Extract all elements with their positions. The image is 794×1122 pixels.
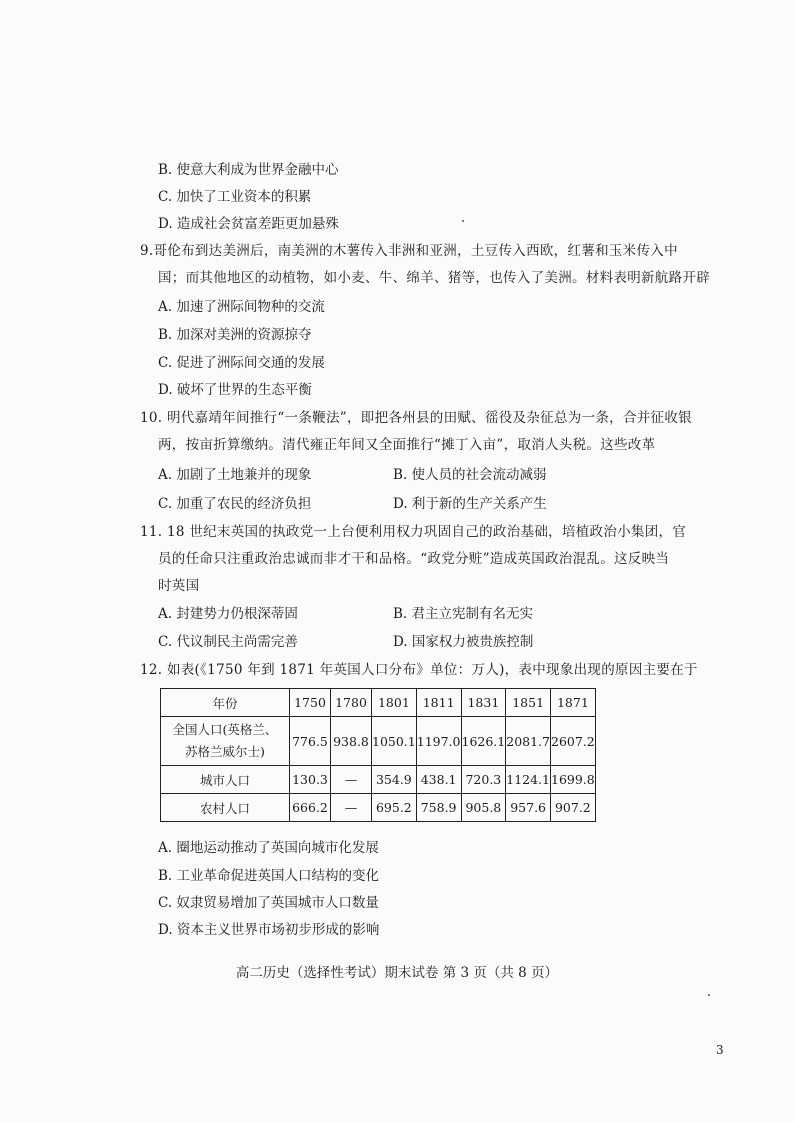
table-header-cell: 1851 <box>506 689 551 717</box>
q9-option-c: C. 促进了洲际间交通的发展 <box>158 355 325 371</box>
table-header-cell: 1801 <box>372 689 417 717</box>
table-row <box>161 717 596 766</box>
table-header-cell: 年份 <box>161 689 290 717</box>
q9-option-d: D. 破坏了世界的生态平衡 <box>158 382 312 398</box>
q11-stem-line1: 11. 18 世纪末英国的执政党一上台便利用权力巩固自己的政治基础，培植政治小集团，官 <box>140 524 687 540</box>
table-cell: 957.6 <box>506 794 551 822</box>
table-cell: 905.8 <box>461 794 506 822</box>
table-row <box>161 766 596 794</box>
table-cell: 776.5 <box>290 717 331 766</box>
q10-option-d: D. 利于新的生产关系产生 <box>393 496 547 512</box>
q8-option-d: D. 造成社会贫富差距更加悬殊 <box>158 216 339 232</box>
table-header-cell: 1750 <box>290 689 331 717</box>
q10-option-c: C. 加重了农民的经济负担 <box>158 496 312 512</box>
row-label-total <box>161 717 290 766</box>
q9-option-b: B. 加深对美洲的资源掠夺 <box>158 327 312 343</box>
q11-option-c: C. 代议制民主尚需完善 <box>158 634 298 650</box>
q8-option-b: B. 使意大利成为世界金融中心 <box>158 162 339 178</box>
table-cell: 2081.7 <box>506 717 551 766</box>
table-cell: 907.2 <box>551 794 596 822</box>
q12-stem-line1: 12. 如表(《1750 年到 1871 年英国人口分布》单位：万人)，表中现象出现的原因主要在于 <box>140 662 698 678</box>
q11-stem-line2: 员的任命只注重政治忠诚而非才干和品格。“政党分赃”造成英国政治混乱。这反映当 <box>158 551 670 567</box>
row-label-urban: 城市人口 <box>161 766 290 794</box>
table-cell: 666.2 <box>290 794 331 822</box>
q10-stem-line2: 两，按亩折算缴纳。清代雍正年间又全面推行“摊丁入亩”，取消人头税。这些改革 <box>158 437 656 453</box>
q12-option-a: A. 圈地运动推动了英国向城市化发展 <box>158 840 379 856</box>
page-footer: 高二历史（选择性考试）期末试卷 第 3 页（共 8 页） <box>235 965 559 981</box>
q9-stem-line1: 9.哥伦布到达美洲后，南美洲的木薯传入非洲和亚洲，土豆传入西欧，红薯和玉米传入中 <box>140 243 678 259</box>
q12-option-c: C. 奴隶贸易增加了英国城市人口数量 <box>158 895 379 911</box>
table-header-cell: 1780 <box>331 689 372 717</box>
table-header-cell: 1871 <box>551 689 596 717</box>
table-cell: 438.1 <box>416 766 461 794</box>
page-number: 3 <box>716 1043 724 1057</box>
table-cell: 938.8 <box>331 717 372 766</box>
q9-stem-line2: 国；而其他地区的动植物，如小麦、牛、绵羊、猪等，也传入了美洲。材料表明新航路开辟 <box>158 270 710 286</box>
table-cell: 354.9 <box>372 766 417 794</box>
q11-option-d: D. 国家权力被贵族控制 <box>393 634 534 650</box>
row-label-line: 苏格兰威尔士) <box>185 744 265 759</box>
table-cell: 2607.2 <box>551 717 596 766</box>
q8-option-c: C. 加快了工业资本的积累 <box>158 189 312 205</box>
q11-stem-line3: 时英国 <box>158 578 200 594</box>
q10-stem-line1: 10. 明代嘉靖年间推行“一条鞭法”，即把各州县的田赋、徭役及杂征总为一条，合并征收银 <box>140 410 692 426</box>
q12-option-b: B. 工业革命促进英国人口结构的变化 <box>158 868 380 884</box>
table-header-row <box>161 689 596 717</box>
q10-option-b: B. 使人员的社会流动减弱 <box>393 467 547 483</box>
table-cell: 1050.1 <box>372 717 417 766</box>
scan-speck <box>708 994 710 996</box>
table-cell: 695.2 <box>372 794 417 822</box>
table-header-cell: 1831 <box>461 689 506 717</box>
table-cell: — <box>331 766 372 794</box>
table-cell: 130.3 <box>290 766 331 794</box>
table-cell: 758.9 <box>416 794 461 822</box>
table-cell: 1197.0 <box>416 717 461 766</box>
q9-option-a: A. 加速了洲际间物种的交流 <box>158 299 325 315</box>
table-cell: 1626.1 <box>461 717 506 766</box>
q12-option-d: D. 资本主义世界市场初步形成的影响 <box>158 922 380 938</box>
table-cell: 720.3 <box>461 766 506 794</box>
table-row <box>161 794 596 822</box>
table-cell: — <box>331 794 372 822</box>
q10-option-a: A. 加剧了土地兼并的现象 <box>158 467 312 483</box>
table-cell: 1699.8 <box>551 766 596 794</box>
table-header-cell: 1811 <box>416 689 461 717</box>
q11-option-b: B. 君主立宪制有名无实 <box>393 606 534 622</box>
row-label-line: 全国人口(英格兰、 <box>172 722 278 737</box>
q11-option-a: A. 封建势力仍根深蒂固 <box>158 606 298 622</box>
scan-speck <box>462 220 464 222</box>
population-table <box>160 688 596 822</box>
table-cell: 1124.1 <box>506 766 551 794</box>
row-label-rural: 农村人口 <box>161 794 290 822</box>
